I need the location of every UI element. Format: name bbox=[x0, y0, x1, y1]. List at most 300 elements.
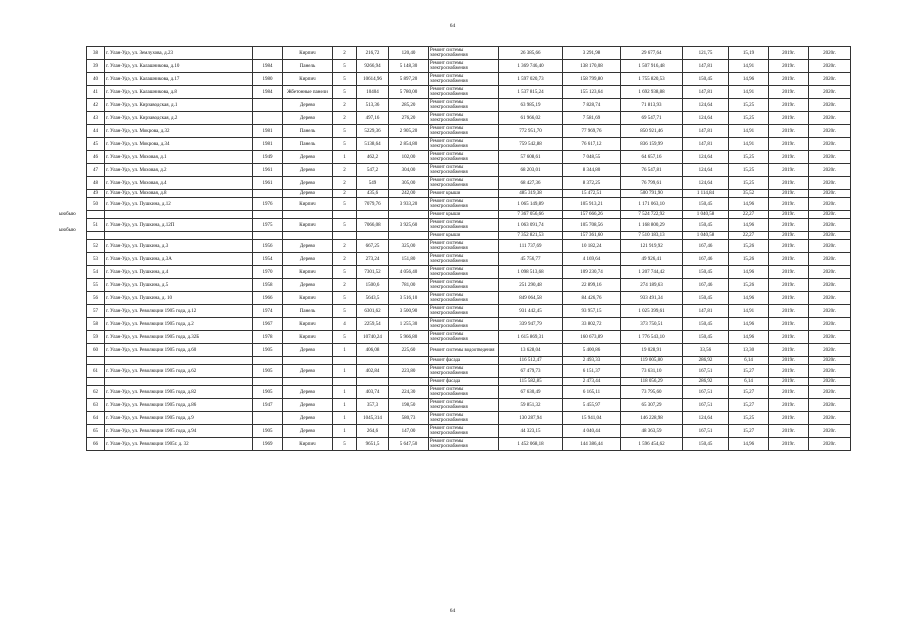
cell-unit-cost-works: 167,46 bbox=[683, 253, 729, 266]
cell-wall-material bbox=[283, 211, 333, 219]
table-row bbox=[87, 240, 851, 253]
cell-build-year: 1984 bbox=[253, 60, 283, 73]
cell-total-area: 273,24 bbox=[357, 253, 389, 266]
cell-cost-control: 8 344,80 bbox=[563, 164, 621, 177]
cell-unit-cost-control: 15,25 bbox=[729, 412, 769, 425]
cell-unit-cost-works: 150,45 bbox=[683, 292, 729, 305]
cell-year-start: 2019г. bbox=[769, 112, 809, 125]
table-row bbox=[87, 164, 851, 177]
cell-build-year: 1905 bbox=[253, 425, 283, 438]
cell-cost-control: 6 151,37 bbox=[563, 365, 621, 378]
table-row bbox=[87, 305, 851, 318]
cell-unit-cost-works: 1 114,84 bbox=[683, 190, 729, 198]
cell-year-end: 2020г. bbox=[809, 266, 851, 279]
cell-total-area: 5643,5 bbox=[357, 292, 389, 305]
cell-cost-works: 1 597 020,73 bbox=[499, 73, 563, 86]
cell-living-area: 4 056,40 bbox=[389, 266, 429, 279]
cell-work-type: Ремонт системы электроснабжения bbox=[429, 386, 499, 399]
cell-wall-material bbox=[283, 357, 333, 365]
cell-cost-control: 22 899,16 bbox=[563, 279, 621, 292]
cell-total-area: 513,36 bbox=[357, 99, 389, 112]
table-row bbox=[87, 378, 851, 386]
cell-cost-control: 8 372,25 bbox=[563, 177, 621, 190]
cell-year-end: 2020г. bbox=[809, 331, 851, 344]
cell-address: г. Улан-Удэ, ул. Революции 1905 года, д.9 bbox=[105, 412, 253, 425]
cell-cost-works: 68 427,36 bbox=[499, 177, 563, 190]
cell-address bbox=[105, 232, 253, 240]
cell-floors: 5 bbox=[333, 305, 357, 318]
table-row bbox=[87, 198, 851, 211]
table-row bbox=[87, 365, 851, 378]
cell-unit-cost-control: 13,30 bbox=[729, 344, 769, 357]
cell-year-end: 2020г. bbox=[809, 412, 851, 425]
cell-cost-control: 33 802,72 bbox=[563, 318, 621, 331]
cell-floors: 5 bbox=[333, 86, 357, 99]
table-row bbox=[87, 232, 851, 240]
cell-wall-material: Кирпич bbox=[283, 47, 333, 60]
table-row bbox=[87, 60, 851, 73]
cell-wall-material: Дерево bbox=[283, 190, 333, 198]
table-row bbox=[87, 219, 851, 232]
cell-unit-cost-control: 14,96 bbox=[729, 318, 769, 331]
cell-unit-cost-works: 150,45 bbox=[683, 219, 729, 232]
cell-unit-cost-control: 14,96 bbox=[729, 292, 769, 305]
cell-build-year bbox=[253, 378, 283, 386]
cell-unit-cost-works: 167,51 bbox=[683, 425, 729, 438]
cell-row-number: 50 bbox=[87, 198, 105, 211]
cell-address: г. Улан-Удэ, ул. Калашникова, д.17 bbox=[105, 73, 253, 86]
cell-address: г. Улан-Удэ, ул. Пушкина, д.3А bbox=[105, 253, 253, 266]
cell-cost-works: 1 098 513,68 bbox=[499, 266, 563, 279]
cell-total-area bbox=[357, 232, 389, 240]
cell-total-area: 406,08 bbox=[357, 344, 389, 357]
cell-unit-cost-control: 15,25 bbox=[729, 177, 769, 190]
cell-cost-works: 45 756,77 bbox=[499, 253, 563, 266]
cell-row-number: 39 bbox=[87, 60, 105, 73]
cell-year-start: 2019г. bbox=[769, 412, 809, 425]
cell-living-area: 3 516,10 bbox=[389, 292, 429, 305]
cell-unit-cost-control: 15,27 bbox=[729, 386, 769, 399]
cell-build-year: 1978 bbox=[253, 331, 283, 344]
table-row bbox=[87, 438, 851, 451]
cell-address: г. Улан-Удэ, ул. Пушкина, д.4 bbox=[105, 266, 253, 279]
cell-cost-control: 15 472,51 bbox=[563, 190, 621, 198]
cell-cost-control: 157 666,26 bbox=[563, 211, 621, 219]
cell-living-area: 781,00 bbox=[389, 279, 429, 292]
cell-floors bbox=[333, 232, 357, 240]
cell-cost-control: 105 708,56 bbox=[563, 219, 621, 232]
cell-unit-cost-works: 124,64 bbox=[683, 164, 729, 177]
cell-cost-works: 772 951,70 bbox=[499, 125, 563, 138]
table-row bbox=[87, 386, 851, 399]
cell-cost-total: 29 677,64 bbox=[621, 47, 683, 60]
cell-unit-cost-works: 150,45 bbox=[683, 266, 729, 279]
cell-cost-works: 115 582,85 bbox=[499, 378, 563, 386]
cell-unit-cost-control: 15,26 bbox=[729, 279, 769, 292]
cell-cost-works: 1 615 869,31 bbox=[499, 331, 563, 344]
cell-row-number: 54 bbox=[87, 266, 105, 279]
cell-unit-cost-works: 167,51 bbox=[683, 365, 729, 378]
cell-build-year: 1905 bbox=[253, 344, 283, 357]
cell-build-year: 1961 bbox=[253, 177, 283, 190]
cell-cost-total: 7 510 183,13 bbox=[621, 232, 683, 240]
cell-build-year: 1947 bbox=[253, 399, 283, 412]
cell-cost-works: 485 319,38 bbox=[499, 190, 563, 198]
table-row bbox=[87, 112, 851, 125]
cell-year-start: 2019г. bbox=[769, 198, 809, 211]
table-row bbox=[87, 331, 851, 344]
cell-build-year: 1954 bbox=[253, 253, 283, 266]
cell-unit-cost-control: 35,52 bbox=[729, 190, 769, 198]
cell-cost-control: 2 493,33 bbox=[563, 357, 621, 365]
cell-year-start: 2019г. bbox=[769, 47, 809, 60]
cell-cost-control: 4 040,44 bbox=[563, 425, 621, 438]
table-row bbox=[87, 399, 851, 412]
cell-cost-works: 59 851,32 bbox=[499, 399, 563, 412]
cell-cost-works: 67 479,73 bbox=[499, 365, 563, 378]
cell-row-number: 64 bbox=[87, 412, 105, 425]
cell-wall-material: Панель bbox=[283, 125, 333, 138]
cell-year-end: 2020г. bbox=[809, 399, 851, 412]
cell-cost-control: 7 581,69 bbox=[563, 112, 621, 125]
cell-cost-control: 77 969,76 bbox=[563, 125, 621, 138]
cell-wall-material: Кирпич bbox=[283, 331, 333, 344]
cell-year-end: 2020г. bbox=[809, 99, 851, 112]
cell-total-area: 2259,54 bbox=[357, 318, 389, 331]
cell-unit-cost-control: 14,91 bbox=[729, 305, 769, 318]
cell-build-year: 1970 bbox=[253, 266, 283, 279]
cell-unit-cost-control: 15,25 bbox=[729, 112, 769, 125]
cell-floors bbox=[333, 211, 357, 219]
cell-cost-total: 933 491,34 bbox=[621, 292, 683, 305]
cell-floors: 2 bbox=[333, 190, 357, 198]
cell-total-area bbox=[357, 211, 389, 219]
cell-address: г. Улан-Удэ, ул. Пушкина, д.12П bbox=[105, 219, 253, 232]
cell-total-area: 7301,52 bbox=[357, 266, 389, 279]
cell-row-number: 60 bbox=[87, 344, 105, 357]
cell-cost-total: 7 524 722,92 bbox=[621, 211, 683, 219]
cell-cost-works: 251 290,48 bbox=[499, 279, 563, 292]
cell-floors: 1 bbox=[333, 344, 357, 357]
cell-cost-total: 76 547,81 bbox=[621, 164, 683, 177]
cell-total-area: 10740,24 bbox=[357, 331, 389, 344]
margin-note: ыюбыю bbox=[59, 228, 76, 233]
cell-total-area: 462,2 bbox=[357, 151, 389, 164]
cell-year-end: 2020г. bbox=[809, 125, 851, 138]
table-row bbox=[87, 357, 851, 365]
cell-cost-control: 2 473,44 bbox=[563, 378, 621, 386]
cell-floors: 4 bbox=[333, 318, 357, 331]
cell-cost-works: 1 063 091,74 bbox=[499, 219, 563, 232]
cell-cost-total: 71 813,93 bbox=[621, 99, 683, 112]
cell-cost-works: 759 542,88 bbox=[499, 138, 563, 151]
cell-unit-cost-control: 14,91 bbox=[729, 125, 769, 138]
cell-unit-cost-control: 15,25 bbox=[729, 99, 769, 112]
cell-cost-control: 5 455,97 bbox=[563, 399, 621, 412]
cell-work-type: Ремонт системы электроснабжения bbox=[429, 438, 499, 451]
cell-work-type: Ремонт крыши bbox=[429, 211, 499, 219]
cell-year-start: 2019г. bbox=[769, 99, 809, 112]
cell-unit-cost-control: 22,27 bbox=[729, 232, 769, 240]
cell-build-year: 1969 bbox=[253, 438, 283, 451]
cell-unit-cost-works: 167,51 bbox=[683, 386, 729, 399]
cell-cost-total: 500 791,90 bbox=[621, 190, 683, 198]
cell-wall-material bbox=[283, 378, 333, 386]
cell-row-number: 66 bbox=[87, 438, 105, 451]
cell-floors: 1 bbox=[333, 151, 357, 164]
cell-row-number: 65 bbox=[87, 425, 105, 438]
cell-wall-material: Дерево bbox=[283, 177, 333, 190]
cell-work-type: Ремонт системы электроснабжения bbox=[429, 164, 499, 177]
cell-year-start: 2019г. bbox=[769, 425, 809, 438]
table-row bbox=[87, 253, 851, 266]
cell-total-area: 5138,64 bbox=[357, 138, 389, 151]
cell-cost-control: 158 799,80 bbox=[563, 73, 621, 86]
cell-work-type: Ремонт системы электроснабжения bbox=[429, 425, 499, 438]
cell-cost-control: 10 182,24 bbox=[563, 240, 621, 253]
cell-total-area: 667,25 bbox=[357, 240, 389, 253]
cell-cost-total: 373 750,51 bbox=[621, 318, 683, 331]
cell-row-number bbox=[87, 232, 105, 240]
cell-year-end: 2020г. bbox=[809, 438, 851, 451]
cell-cost-total: 1 692 938,88 bbox=[621, 86, 683, 99]
cell-total-area: 5229,36 bbox=[357, 125, 389, 138]
cell-floors: 2 bbox=[333, 177, 357, 190]
cell-unit-cost-works: 147,81 bbox=[683, 125, 729, 138]
cell-work-type: Ремонт системы электроснабжения bbox=[429, 125, 499, 138]
cell-unit-cost-control: 15,25 bbox=[729, 164, 769, 177]
cell-cost-total: 118 056,29 bbox=[621, 378, 683, 386]
cell-floors bbox=[333, 357, 357, 365]
cell-wall-material: Дерево bbox=[283, 253, 333, 266]
cell-year-end: 2020г. bbox=[809, 138, 851, 151]
cell-unit-cost-control: 6,14 bbox=[729, 378, 769, 386]
cell-row-number: 45 bbox=[87, 138, 105, 151]
cell-cost-control: 109 230,74 bbox=[563, 266, 621, 279]
cell-floors: 2 bbox=[333, 164, 357, 177]
cell-cost-total: 1 755 820,53 bbox=[621, 73, 683, 86]
cell-total-area: 403,74 bbox=[357, 386, 389, 399]
cell-wall-material: Дерево bbox=[283, 240, 333, 253]
cell-total-area: 549 bbox=[357, 177, 389, 190]
cell-build-year bbox=[253, 357, 283, 365]
cell-cost-control: 144 386,44 bbox=[563, 438, 621, 451]
cell-total-area: 10404 bbox=[357, 86, 389, 99]
cell-wall-material: Панель bbox=[283, 305, 333, 318]
cell-total-area: 357,3 bbox=[357, 399, 389, 412]
cell-unit-cost-control: 14,91 bbox=[729, 138, 769, 151]
cell-wall-material: Панель bbox=[283, 138, 333, 151]
cell-cost-control: 76 617,12 bbox=[563, 138, 621, 151]
cell-address: г. Улан-Удэ, ул. Моховая, д.4 bbox=[105, 177, 253, 190]
page-number-top: 64 bbox=[449, 23, 456, 29]
cell-year-end: 2020г. bbox=[809, 164, 851, 177]
cell-unit-cost-works: 150,45 bbox=[683, 331, 729, 344]
cell-unit-cost-works: 124,64 bbox=[683, 412, 729, 425]
cell-wall-material: Дерево bbox=[283, 399, 333, 412]
cell-living-area: 225,60 bbox=[389, 344, 429, 357]
table-row bbox=[87, 266, 851, 279]
cell-row-number: 51 bbox=[87, 219, 105, 232]
cell-floors: 2 bbox=[333, 279, 357, 292]
cell-address: г. Улан-Удэ, ул. Революции 1905 года, д.2 bbox=[105, 318, 253, 331]
cell-year-start: 2019г. bbox=[769, 318, 809, 331]
cell-unit-cost-works: 167,46 bbox=[683, 279, 729, 292]
cell-total-area bbox=[357, 357, 389, 365]
cell-unit-cost-works: 33,56 bbox=[683, 344, 729, 357]
cell-floors: 5 bbox=[333, 266, 357, 279]
cell-cost-works: 7 352 821,53 bbox=[499, 232, 563, 240]
cell-total-area: 547,2 bbox=[357, 164, 389, 177]
cell-row-number: 61 bbox=[87, 365, 105, 378]
cell-living-area: 276,20 bbox=[389, 112, 429, 125]
cell-cost-works: 63 985,19 bbox=[499, 99, 563, 112]
cell-row-number: 38 bbox=[87, 47, 105, 60]
cell-living-area: 5 647,50 bbox=[389, 438, 429, 451]
cell-work-type: Ремонт системы электроснабжения bbox=[429, 198, 499, 211]
cell-total-area: 9266,94 bbox=[357, 60, 389, 73]
table-row bbox=[87, 425, 851, 438]
cell-row-number: 56 bbox=[87, 292, 105, 305]
cell-year-end: 2020г. bbox=[809, 292, 851, 305]
cell-year-start: 2019г. bbox=[769, 399, 809, 412]
cell-living-area: 5 966,80 bbox=[389, 331, 429, 344]
cell-floors: 1 bbox=[333, 412, 357, 425]
cell-year-start: 2019г. bbox=[769, 232, 809, 240]
cell-work-type: Ремонт системы водоотведения bbox=[429, 344, 499, 357]
cell-total-area bbox=[357, 378, 389, 386]
cell-cost-works: 68 203,01 bbox=[499, 164, 563, 177]
cell-floors: 5 bbox=[333, 219, 357, 232]
cell-work-type: Ремонт системы электроснабжения bbox=[429, 331, 499, 344]
cell-row-number: 57 bbox=[87, 305, 105, 318]
cell-cost-total: 119 005,80 bbox=[621, 357, 683, 365]
cell-build-year bbox=[253, 211, 283, 219]
cell-year-end: 2020г. bbox=[809, 305, 851, 318]
table-row bbox=[87, 151, 851, 164]
cell-floors: 1 bbox=[333, 386, 357, 399]
cell-total-area: 435,6 bbox=[357, 190, 389, 198]
cell-cost-works: 849 064,58 bbox=[499, 292, 563, 305]
cell-total-area: 7066,08 bbox=[357, 219, 389, 232]
cell-cost-control: 138 170,08 bbox=[563, 60, 621, 73]
cell-address: г. Улан-Удэ, ул. Калашникова, д.8 bbox=[105, 86, 253, 99]
cell-unit-cost-works: 150,45 bbox=[683, 198, 729, 211]
cell-floors: 5 bbox=[333, 292, 357, 305]
cell-year-end: 2020г. bbox=[809, 86, 851, 99]
cell-floors: 2 bbox=[333, 253, 357, 266]
register-table bbox=[86, 46, 851, 451]
cell-year-start: 2019г. bbox=[769, 86, 809, 99]
cell-unit-cost-control: 14,96 bbox=[729, 198, 769, 211]
cell-row-number: 62 bbox=[87, 386, 105, 399]
cell-total-area: 264,6 bbox=[357, 425, 389, 438]
cell-address: г. Улан-Удэ, ул. Мокрова, д.34 bbox=[105, 138, 253, 151]
cell-cost-works: 1 537 815,24 bbox=[499, 86, 563, 99]
cell-year-start: 2019г. bbox=[769, 177, 809, 190]
cell-cost-control: 15 941,04 bbox=[563, 412, 621, 425]
cell-total-area: 6301,62 bbox=[357, 305, 389, 318]
cell-unit-cost-works: 124,64 bbox=[683, 151, 729, 164]
cell-row-number: 63 bbox=[87, 399, 105, 412]
cell-wall-material: Дерево bbox=[283, 425, 333, 438]
cell-unit-cost-control: 14,96 bbox=[729, 219, 769, 232]
cell-cost-total: 1 168 800,29 bbox=[621, 219, 683, 232]
cell-cost-control: 157 361,60 bbox=[563, 232, 621, 240]
cell-floors: 2 bbox=[333, 240, 357, 253]
cell-living-area: 120,40 bbox=[389, 47, 429, 60]
cell-wall-material: Дерево bbox=[283, 99, 333, 112]
cell-build-year bbox=[253, 112, 283, 125]
cell-cost-control: 160 673,89 bbox=[563, 331, 621, 344]
cell-address: г. Улан-Удэ, ул. Землухова, д.23 bbox=[105, 47, 253, 60]
cell-year-end: 2020г. bbox=[809, 151, 851, 164]
cell-living-area: 1 255,30 bbox=[389, 318, 429, 331]
cell-unit-cost-control: 15,26 bbox=[729, 253, 769, 266]
cell-row-number: 59 bbox=[87, 331, 105, 344]
cell-unit-cost-control: 14,96 bbox=[729, 73, 769, 86]
cell-floors: 5 bbox=[333, 73, 357, 86]
cell-living-area: 325,00 bbox=[389, 240, 429, 253]
table-row bbox=[87, 86, 851, 99]
cell-unit-cost-works: 286,92 bbox=[683, 357, 729, 365]
cell-work-type: Ремонт системы электроснабжения bbox=[429, 219, 499, 232]
cell-cost-works: 57 608,61 bbox=[499, 151, 563, 164]
cell-year-start: 2019г. bbox=[769, 190, 809, 198]
cell-wall-material: Кирпич bbox=[283, 73, 333, 86]
cell-year-end: 2020г. bbox=[809, 198, 851, 211]
cell-cost-total: 146 228,98 bbox=[621, 412, 683, 425]
cell-living-area: 102,00 bbox=[389, 151, 429, 164]
cell-build-year: 1966 bbox=[253, 292, 283, 305]
cell-floors: 2 bbox=[333, 47, 357, 60]
cell-cost-total: 836 159,99 bbox=[621, 138, 683, 151]
cell-wall-material: Дерево bbox=[283, 164, 333, 177]
cell-wall-material: Дерево bbox=[283, 151, 333, 164]
cell-total-area: 9651,5 bbox=[357, 438, 389, 451]
cell-unit-cost-control: 15,19 bbox=[729, 47, 769, 60]
cell-unit-cost-works: 167,46 bbox=[683, 240, 729, 253]
cell-total-area: 1500,6 bbox=[357, 279, 389, 292]
cell-row-number bbox=[87, 211, 105, 219]
cell-unit-cost-works: 1 040,58 bbox=[683, 211, 729, 219]
cell-year-start: 2019г. bbox=[769, 125, 809, 138]
cell-year-end: 2020г. bbox=[809, 190, 851, 198]
cell-unit-cost-works: 124,64 bbox=[683, 177, 729, 190]
cell-year-start: 2019г. bbox=[769, 357, 809, 365]
cell-year-start: 2019г. bbox=[769, 211, 809, 219]
cell-year-start: 2019г. bbox=[769, 378, 809, 386]
cell-year-end: 2020г. bbox=[809, 378, 851, 386]
cell-row-number: 48 bbox=[87, 177, 105, 190]
cell-address: г. Улан-Удэ, ул. Кирзаводская, д.2 bbox=[105, 112, 253, 125]
cell-floors: 1 bbox=[333, 399, 357, 412]
cell-unit-cost-control: 14,96 bbox=[729, 331, 769, 344]
cell-year-start: 2019г. bbox=[769, 253, 809, 266]
cell-year-end: 2020г. bbox=[809, 240, 851, 253]
cell-cost-control: 93 957,15 bbox=[563, 305, 621, 318]
table-row bbox=[87, 73, 851, 86]
cell-year-start: 2019г. bbox=[769, 138, 809, 151]
cell-cost-total: 64 657,16 bbox=[621, 151, 683, 164]
cell-floors: 1 bbox=[333, 425, 357, 438]
cell-cost-total: 1 507 916,48 bbox=[621, 60, 683, 73]
cell-floors: 2 bbox=[333, 112, 357, 125]
cell-year-end: 2020г. bbox=[809, 279, 851, 292]
cell-work-type: Ремонт системы электроснабжения bbox=[429, 292, 499, 305]
cell-cost-control: 155 123,64 bbox=[563, 86, 621, 99]
cell-unit-cost-works: 124,64 bbox=[683, 99, 729, 112]
